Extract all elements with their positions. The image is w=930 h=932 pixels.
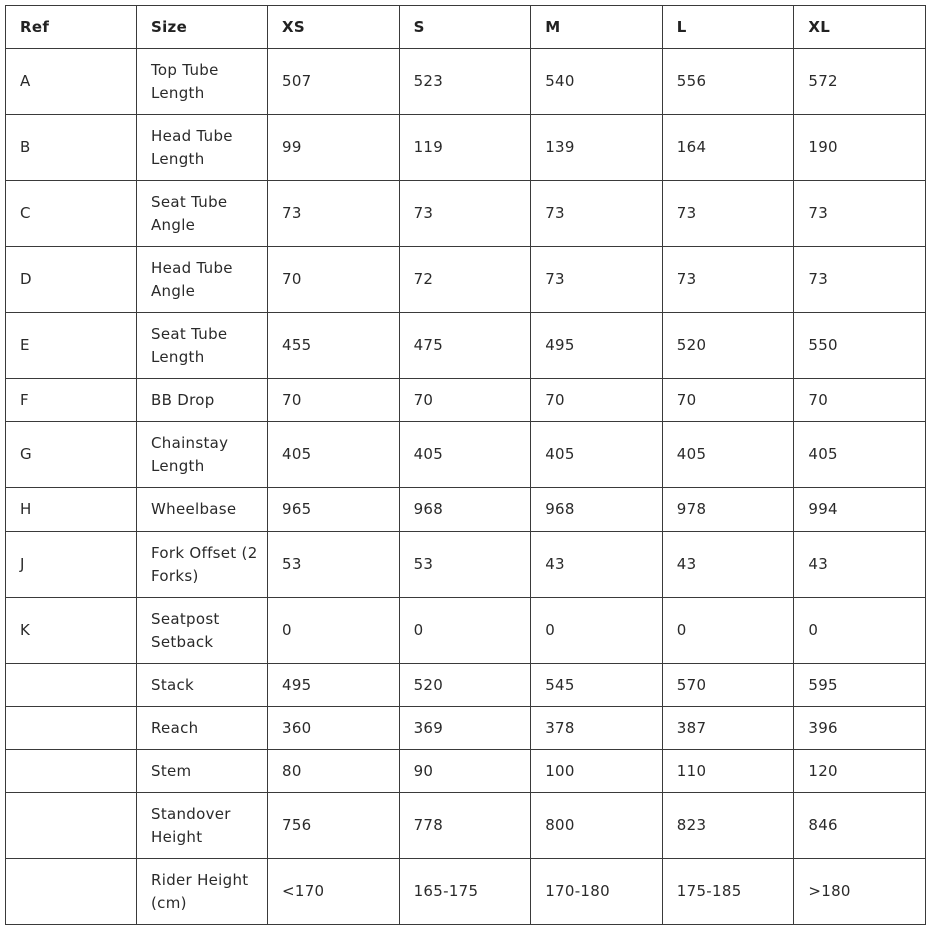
ref-cell: H bbox=[6, 488, 137, 532]
value-cell-xl: >180 bbox=[794, 859, 926, 925]
header-xs: XS bbox=[268, 6, 400, 49]
ref-cell bbox=[6, 664, 137, 707]
value-cell-xl: 396 bbox=[794, 707, 926, 750]
value-cell-m: 378 bbox=[531, 707, 663, 750]
value-cell-l: 73 bbox=[662, 181, 794, 247]
ref-cell bbox=[6, 859, 137, 925]
table-row bbox=[6, 532, 926, 598]
value-cell-s: 520 bbox=[399, 664, 531, 707]
value-cell-xs: <170 bbox=[268, 859, 400, 925]
ref-cell bbox=[6, 750, 137, 793]
value-cell-s: 968 bbox=[399, 488, 531, 532]
table-row bbox=[6, 750, 926, 793]
table-row bbox=[6, 859, 926, 925]
value-cell-xs: 495 bbox=[268, 664, 400, 707]
value-cell-l: 0 bbox=[662, 598, 794, 664]
value-cell-xl: 190 bbox=[794, 115, 926, 181]
value-cell-m: 405 bbox=[531, 422, 663, 488]
value-cell-xs: 507 bbox=[268, 49, 400, 115]
measurement-label: Fork Offset (2 Forks) bbox=[137, 532, 268, 598]
value-cell-l: 978 bbox=[662, 488, 794, 532]
value-cell-xl: 70 bbox=[794, 379, 926, 422]
value-cell-xl: 73 bbox=[794, 181, 926, 247]
value-cell-l: 70 bbox=[662, 379, 794, 422]
table-row bbox=[6, 664, 926, 707]
value-cell-s: 475 bbox=[399, 313, 531, 379]
measurement-label: Stem bbox=[137, 750, 268, 793]
value-cell-m: 139 bbox=[531, 115, 663, 181]
value-cell-xl: 43 bbox=[794, 532, 926, 598]
value-cell-m: 545 bbox=[531, 664, 663, 707]
measurement-label: Wheelbase bbox=[137, 488, 268, 532]
value-cell-s: 53 bbox=[399, 532, 531, 598]
value-cell-m: 0 bbox=[531, 598, 663, 664]
table-row bbox=[6, 707, 926, 750]
value-cell-m: 73 bbox=[531, 247, 663, 313]
value-cell-s: 165-175 bbox=[399, 859, 531, 925]
value-cell-s: 90 bbox=[399, 750, 531, 793]
value-cell-s: 72 bbox=[399, 247, 531, 313]
value-cell-s: 119 bbox=[399, 115, 531, 181]
measurement-label: Head Tube Angle bbox=[137, 247, 268, 313]
value-cell-m: 73 bbox=[531, 181, 663, 247]
value-cell-l: 556 bbox=[662, 49, 794, 115]
ref-cell: E bbox=[6, 313, 137, 379]
table-row bbox=[6, 598, 926, 664]
value-cell-xs: 405 bbox=[268, 422, 400, 488]
value-cell-l: 110 bbox=[662, 750, 794, 793]
value-cell-xs: 70 bbox=[268, 379, 400, 422]
header-ref: Ref bbox=[6, 6, 137, 49]
measurement-label: Reach bbox=[137, 707, 268, 750]
value-cell-xs: 99 bbox=[268, 115, 400, 181]
value-cell-xs: 73 bbox=[268, 181, 400, 247]
value-cell-l: 823 bbox=[662, 793, 794, 859]
value-cell-m: 170-180 bbox=[531, 859, 663, 925]
value-cell-xs: 53 bbox=[268, 532, 400, 598]
value-cell-xl: 572 bbox=[794, 49, 926, 115]
table-row bbox=[6, 379, 926, 422]
table-body bbox=[6, 49, 926, 925]
value-cell-xl: 73 bbox=[794, 247, 926, 313]
value-cell-m: 100 bbox=[531, 750, 663, 793]
measurement-label: Rider Height (cm) bbox=[137, 859, 268, 925]
value-cell-xl: 550 bbox=[794, 313, 926, 379]
measurement-label: Stack bbox=[137, 664, 268, 707]
header-s: S bbox=[399, 6, 531, 49]
table-row bbox=[6, 247, 926, 313]
value-cell-s: 369 bbox=[399, 707, 531, 750]
header-l: L bbox=[662, 6, 794, 49]
ref-cell: A bbox=[6, 49, 137, 115]
value-cell-l: 43 bbox=[662, 532, 794, 598]
measurement-label: Seat Tube Angle bbox=[137, 181, 268, 247]
geometry-table bbox=[5, 5, 926, 925]
table-header-row bbox=[6, 6, 926, 49]
measurement-label: Chainstay Length bbox=[137, 422, 268, 488]
value-cell-xs: 80 bbox=[268, 750, 400, 793]
table-row bbox=[6, 488, 926, 532]
measurement-label: Seatpost Setback bbox=[137, 598, 268, 664]
value-cell-xs: 0 bbox=[268, 598, 400, 664]
value-cell-xs: 965 bbox=[268, 488, 400, 532]
value-cell-xl: 405 bbox=[794, 422, 926, 488]
value-cell-xl: 120 bbox=[794, 750, 926, 793]
value-cell-s: 0 bbox=[399, 598, 531, 664]
header-size: Size bbox=[137, 6, 268, 49]
value-cell-xs: 360 bbox=[268, 707, 400, 750]
value-cell-xl: 595 bbox=[794, 664, 926, 707]
ref-cell: F bbox=[6, 379, 137, 422]
value-cell-m: 495 bbox=[531, 313, 663, 379]
table-row bbox=[6, 49, 926, 115]
value-cell-m: 968 bbox=[531, 488, 663, 532]
value-cell-xs: 455 bbox=[268, 313, 400, 379]
value-cell-xl: 846 bbox=[794, 793, 926, 859]
header-xl: XL bbox=[794, 6, 926, 49]
measurement-label: Top Tube Length bbox=[137, 49, 268, 115]
value-cell-s: 73 bbox=[399, 181, 531, 247]
measurement-label: BB Drop bbox=[137, 379, 268, 422]
ref-cell bbox=[6, 707, 137, 750]
table-row bbox=[6, 313, 926, 379]
ref-cell: K bbox=[6, 598, 137, 664]
ref-cell: D bbox=[6, 247, 137, 313]
ref-cell: J bbox=[6, 532, 137, 598]
value-cell-s: 523 bbox=[399, 49, 531, 115]
value-cell-xl: 994 bbox=[794, 488, 926, 532]
ref-cell bbox=[6, 793, 137, 859]
value-cell-l: 520 bbox=[662, 313, 794, 379]
ref-cell: C bbox=[6, 181, 137, 247]
value-cell-s: 778 bbox=[399, 793, 531, 859]
value-cell-xs: 70 bbox=[268, 247, 400, 313]
value-cell-l: 175-185 bbox=[662, 859, 794, 925]
value-cell-xl: 0 bbox=[794, 598, 926, 664]
measurement-label: Standover Height bbox=[137, 793, 268, 859]
value-cell-l: 570 bbox=[662, 664, 794, 707]
value-cell-l: 164 bbox=[662, 115, 794, 181]
table-row bbox=[6, 181, 926, 247]
value-cell-m: 70 bbox=[531, 379, 663, 422]
value-cell-m: 800 bbox=[531, 793, 663, 859]
table-row bbox=[6, 422, 926, 488]
value-cell-l: 73 bbox=[662, 247, 794, 313]
value-cell-l: 405 bbox=[662, 422, 794, 488]
value-cell-l: 387 bbox=[662, 707, 794, 750]
header-m: M bbox=[531, 6, 663, 49]
table-row bbox=[6, 115, 926, 181]
value-cell-s: 405 bbox=[399, 422, 531, 488]
measurement-label: Head Tube Length bbox=[137, 115, 268, 181]
ref-cell: G bbox=[6, 422, 137, 488]
table-row bbox=[6, 793, 926, 859]
value-cell-m: 43 bbox=[531, 532, 663, 598]
value-cell-xs: 756 bbox=[268, 793, 400, 859]
value-cell-m: 540 bbox=[531, 49, 663, 115]
value-cell-s: 70 bbox=[399, 379, 531, 422]
measurement-label: Seat Tube Length bbox=[137, 313, 268, 379]
ref-cell: B bbox=[6, 115, 137, 181]
